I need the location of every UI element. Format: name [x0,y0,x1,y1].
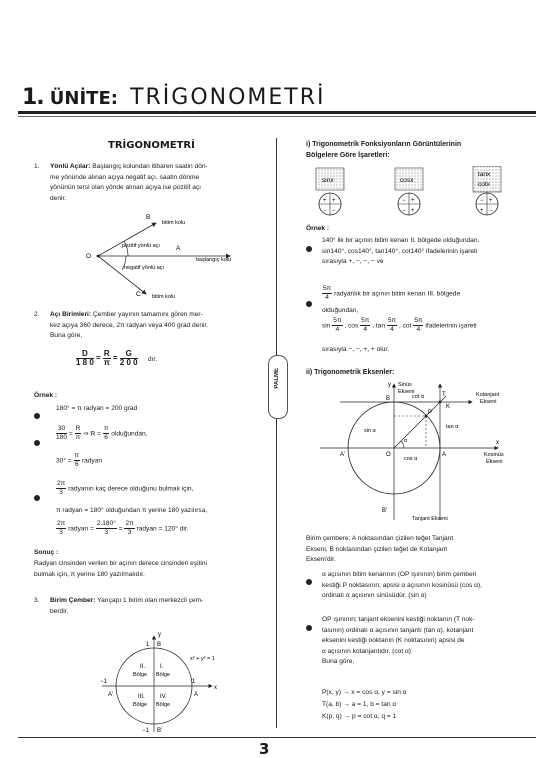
fig2-B: B [157,642,162,648]
header-rule [18,111,536,114]
svg-text:+: + [332,198,336,204]
trig-axes-figure [300,380,536,530]
svg-text:−: − [489,208,493,214]
fig2-bolge-I: Bölge [156,672,171,678]
svg-text:Kosinüs: Kosinüs [484,452,504,458]
item2-l1: Çember yayının tamamını gören mer- [92,311,203,318]
box-sinx: sinx [322,177,334,184]
r-ex2-line2: olduğundan, [322,307,359,314]
item3-l2: berdir. [50,607,69,615]
ratio-formula: $\frac{D}{1 8 0}$ = $\frac{R}{\pi}$ = $\frac{G}{2 0 0}$ dır. [76,349,158,367]
unit-number: 1. [22,85,44,110]
fig1-A: A [176,245,181,252]
svg-text:Tanjant Ekseni: Tanjant Ekseni [412,516,448,522]
svg-text:Ekseni: Ekseni [480,399,497,405]
r-p3-bullet [306,618,312,636]
item1-number: 1. [34,163,40,170]
fig2-bolge-II: Bölge [133,672,148,678]
fig2-II: II. [140,664,146,670]
svg-text:cos α: cos α [404,456,418,462]
fig2-x: x [214,685,217,691]
svg-text:+: + [323,198,327,204]
column-divider [276,138,277,728]
ratio-180: 1 8 0 [76,358,94,367]
r-p3-l1: OP ışınının; tanjant eksenini kestiği noktanın (T nok- [322,616,475,623]
formula-P: P(x, y) → x = cos α, y = sin α [322,689,407,696]
r-ex2-bullet [306,294,312,312]
svg-text:K: K [446,404,451,410]
publisher-logo [268,355,288,419]
fig2-IV: IV. [160,694,167,700]
svg-text:cot α: cot α [412,394,425,400]
unit-heading [22,84,326,110]
fig1-C: C [136,291,141,298]
r-p2-bullet [306,572,312,590]
svg-text:+: + [411,208,415,214]
item2-number: 2. [34,311,40,318]
box-cotx: cotx [478,181,490,188]
publisher-logo-text: PALME [274,368,280,389]
box-cosx: cosx [400,177,414,184]
fig2-one-right: 1 [192,679,196,685]
fig2-I: I. [160,664,164,670]
r-p2-l3: ordinatı α açısının sinüsüdür. (sin α) [322,592,427,600]
r-p1-l2: Ekseni, B noktasından çizilen teğet de Kotanjant [306,545,448,553]
item3-l1: Yarıçapı 1 birim olan merkezcil çem- [97,597,204,604]
r-p3-l3: eksenini kestiği noktanın (K noktasının) apsisi de [322,637,465,645]
ratio-R: R [103,349,110,358]
r-ex1-bullet [306,239,312,257]
svg-text:Ekseni: Ekseni [398,389,415,395]
fig2-minus1: −1 [100,679,107,685]
svg-text:y: y [388,382,391,388]
unit-topic: TRİGONOMETRİ [130,85,326,110]
r-paragraph3 [322,615,536,668]
fig2-III: III. [138,694,145,700]
ex2-formula: $\frac{30}{180}$ = $\frac{R}{\pi}$ ⇒ R = $\frac{\pi}{6}$ olduğundan, [56,425,148,441]
ratio-G: G [120,350,138,359]
fig2-A: A [194,692,199,698]
directed-angle-figure [78,210,268,305]
ornek-right-label: Örnek : [306,225,330,232]
svg-text:Ekseni: Ekseni [486,459,503,465]
svg-text:tan α: tan α [446,424,459,430]
fig2-one: 1 [146,642,150,648]
formula-K: K(p, q) → p = cot α, q = 1 [322,713,397,720]
svg-text:α: α [404,438,408,444]
fig1-B: B [146,214,151,221]
r-p1-l3: Ekseni'dir. [306,556,336,564]
svg-text:A': A' [340,452,346,458]
r-p1-l1: Birim çembere; A noktasından çizilen teğet Tanjant [306,535,454,542]
item3-term: Birim Çember: [50,597,96,604]
svg-text:O: O [386,452,391,458]
svg-text:−: − [332,208,336,214]
left-title: TRİGONOMETRİ [108,140,195,151]
svg-text:−: − [402,208,406,214]
r-paragraph1 [306,534,536,566]
page-number: 3 [259,740,270,758]
sonuc-l1: Radyan cinsinden verilen bir açının derece cinsinden eşitini [34,560,208,567]
sonuc-label: Sonuç : [34,549,59,556]
svg-text:P: P [428,410,433,416]
fig2-equation: x² + y² = 1 [190,656,215,662]
ex2-bullet [34,433,40,451]
svg-text:B: B [386,396,391,402]
ex3-line3: $\frac{2\pi}{3}$ radyan = $\frac{2.180^\circ}{3}$ = $\frac{2\pi}{3}$ radyan = 120° dir. [57,520,189,536]
footer-rule [18,737,536,738]
fig1-bitim-bottom: bitim kolu [152,294,176,300]
fig2-bottom-minus1: −1 [142,728,149,734]
fig2-bolge-IV: Bölge [156,702,171,708]
svg-text:+: + [411,198,415,204]
ratio-pi: π [103,358,110,367]
item3-text [50,596,264,617]
svg-text:Sinüs: Sinüs [398,382,412,388]
unit-word: ÜNİTE: [49,88,118,109]
fig1-pozitif: pozitif yönlü açı [122,243,160,249]
ratio-D: D [76,350,94,359]
fig1-negatif: negatif yönlü açı [124,265,165,271]
r-p3-l5: Buna göre, [322,658,355,666]
section-i-title-l2: Bölgelere Göre İşaretleri: [306,152,390,159]
ex2-line2: 30° = $\frac{\pi}{6}$ radyan [56,452,103,468]
svg-text:−: − [323,208,327,214]
svg-text:+: + [489,198,493,204]
r-ex2-line4: sırasıyla −, −, +, + olur. [322,346,390,353]
item2-l3: Buna göre, [50,332,83,340]
header-rule-thin [18,116,536,117]
svg-text:−: − [402,198,406,204]
ex1-text: 180° = π radyan = 200 grad [56,405,138,412]
unit-circle-figure [96,626,236,734]
r-p2-l2: kestiği P noktasının; apsisi α açısının kosinüsü (cos α), [322,581,482,589]
box-tanx: tanx [478,171,491,178]
r-ex1-l1: 140° lik bir açının bitim kenarı II. bölgede olduğundan, [322,237,480,244]
item3-number: 3. [34,597,40,604]
r-ex1-text [322,236,536,268]
sign-boxes [306,166,536,218]
item1-text [50,162,264,204]
item1-l4: denir. [50,194,67,202]
r-ex1-l3: sırasıyla +, −, −, − ve [322,258,384,266]
svg-text:A: A [442,452,447,458]
ex3-line1: $\frac{2\pi}{3}$ radyanın kaç derece olduğunu bulmak için, [57,480,194,496]
r-p2-l1: α açısının bitim kenarının (OP ışınının) birim çemberi [322,571,477,578]
fig2-B2: B' [157,728,163,734]
fig1-baslangic: başlangıç kolu [196,257,232,263]
svg-text:x: x [496,440,499,446]
svg-text:B': B' [382,508,388,514]
ratio-200: 2 0 0 [119,358,138,367]
item2-term: Açı Birimleri: [50,311,92,318]
ratio-suffix: dır. [147,355,158,363]
svg-text:−: − [480,198,484,204]
sonuc-l2: bulmak için, π yerine 180 yazılmalıdır. [34,571,145,578]
fig2-A2: A' [108,692,114,698]
fig1-O: O [86,253,92,260]
ornek-left-label: Örnek : [34,392,58,399]
svg-text:Kotanjant: Kotanjant [476,392,500,398]
r-p3-l4: α açısının kotanjantıdır. (cot α) [322,647,411,655]
section-ii-title: ii) Trigonometrik Eksenler: [306,369,395,376]
item2-text [50,310,264,342]
r-p3-l2: tasının) ordinatı α açısının tanjantı (tan α), kotanjant [322,626,474,634]
svg-text:+: + [480,208,484,214]
item1-l1: Başlangıç kolundan itibaren saatin dön- [92,163,208,170]
r-ex2-line1: $\frac{5\pi}{4}$ radyanlık bir açının bitim kenarı III. bölgede [323,285,461,301]
item2-l2: kez açıya 360 derece, 2π radyan veya 400 grad denir. [50,321,209,329]
ex1-bullet [34,406,40,424]
r-paragraph2 [322,570,536,602]
r-ex2-line3: sin $\frac{5\pi}{4}$ , cos $\frac{5\pi}{4}$ , tan $\frac{5\pi}{4}$ , cot $\frac{5\pi}{4}$ ifadelerinin işareti [322,317,477,333]
formula-T: T(a, b) → a = 1, b = tan α [322,701,397,708]
item1-term: Yönlü Açılar: [50,163,91,170]
item1-l3: yönünün tersi olan yönde alınan açıya ise pozitif açı [50,184,202,192]
fig1-bitim-top: bitim kolu [162,220,186,226]
ex3-line2: π radyan = 180° olduğundan π yerine 180 yazılırsa, [56,507,208,514]
svg-text:T: T [442,392,446,398]
svg-text:sin α: sin α [364,428,376,434]
item1-l2: me yönünde alınan açıya negatif açı, saatin dönme [50,173,200,181]
r-ex1-l2: sin140°, cos140°, tan140°, cot140° ifadelerinin işareti [322,247,478,255]
ex3-bullet [34,488,40,506]
section-i-title-l1: i) Trigonometrik Fonksiyonların Görüntülerinin [306,141,462,148]
fig2-bolge-III: Bölge [133,702,148,708]
fig2-y: y [158,632,161,638]
